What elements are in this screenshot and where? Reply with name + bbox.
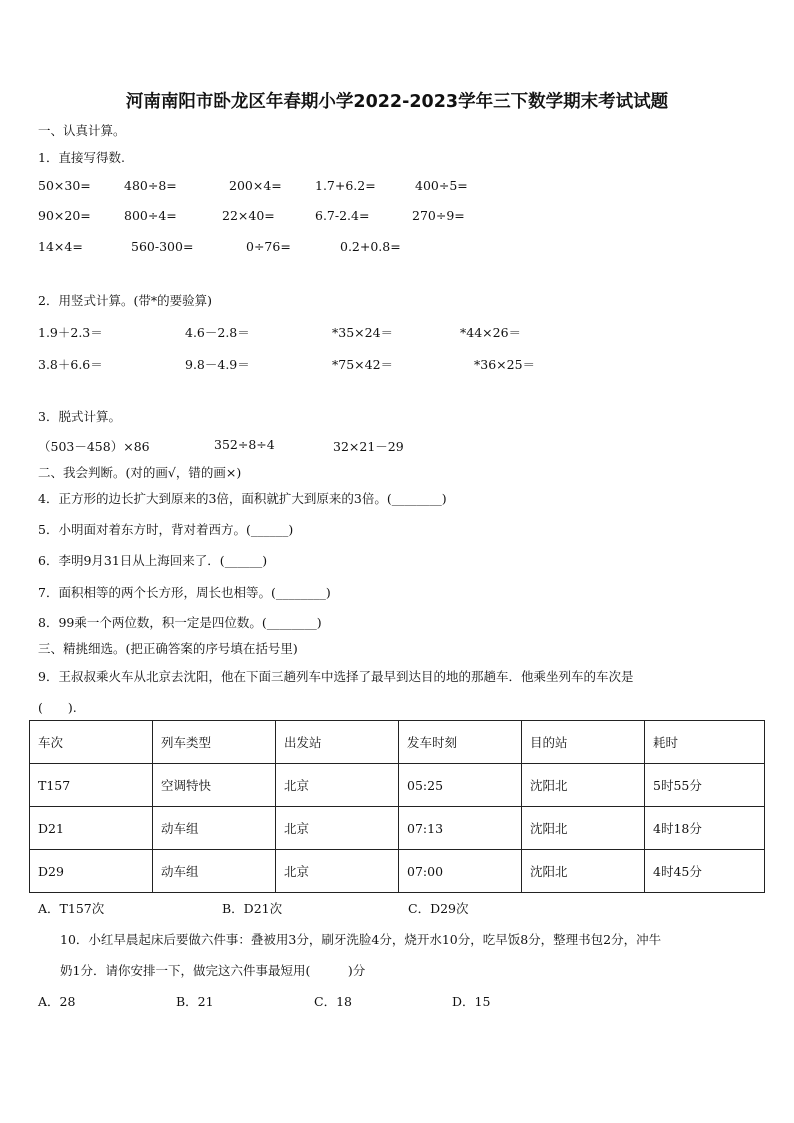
oral-row-2 xyxy=(38,208,764,228)
judge-question-7: 7．面积相等的两个长方形，周长也相等。(________) xyxy=(38,585,331,600)
table-cell: 空调特快 xyxy=(153,764,276,807)
vertical-item: *44×26＝ xyxy=(460,325,522,340)
vertical-item: 4.6－2.8＝ xyxy=(185,325,250,340)
table-cell: D21 xyxy=(30,807,153,850)
vertical-row-2 xyxy=(38,355,764,375)
table-cell: 沈阳北 xyxy=(522,764,645,807)
oral-item: 50×30= xyxy=(38,178,91,193)
oral-item: 200×4= xyxy=(229,178,282,193)
vertical-row-1 xyxy=(38,323,764,343)
oral-row-1 xyxy=(38,178,764,198)
table-cell: 动车组 xyxy=(153,807,276,850)
question-9-text: 9．王叔叔乘火车从北京去沈阳，他在下面三趟列车中选择了最早到达目的地的那趟车．他乘坐列车的车次是 xyxy=(38,669,634,684)
stepwise-item: 352÷8÷4 xyxy=(214,437,275,452)
table-cell: 动车组 xyxy=(153,850,276,893)
oral-item: 6.7-2.4= xyxy=(315,208,370,223)
q9-option-a: A．T157次 xyxy=(38,901,105,916)
section-2-heading: 二、我会判断。(对的画√，错的画×) xyxy=(38,465,242,480)
oral-item: 560-300= xyxy=(131,239,194,254)
q9-option-c: C．D29次 xyxy=(408,901,469,916)
oral-item: 480÷8= xyxy=(124,178,177,193)
table-header: 车次 xyxy=(30,721,153,764)
q9-option-b: B．D21次 xyxy=(222,901,283,916)
table-cell: 07:00 xyxy=(399,850,522,893)
page-title: 河南南阳市卧龙区年春期小学2022-2023学年三下数学期末考试试题 xyxy=(125,92,669,112)
q10-option-d: D．15 xyxy=(452,994,491,1009)
table-cell: D29 xyxy=(30,850,153,893)
section-1-heading: 一、认真计算。 xyxy=(38,123,126,138)
table-cell: 北京 xyxy=(276,850,399,893)
table-header: 发车时刻 xyxy=(399,721,522,764)
table-cell: 4时45分 xyxy=(645,850,765,893)
train-schedule-table xyxy=(29,720,765,893)
vertical-item: 3.8＋6.6＝ xyxy=(38,357,103,372)
vertical-item: *36×25＝ xyxy=(474,357,536,372)
oral-row-3 xyxy=(38,239,764,259)
table-header: 列车类型 xyxy=(153,721,276,764)
table-cell: 沈阳北 xyxy=(522,807,645,850)
table-cell: 沈阳北 xyxy=(522,850,645,893)
judge-question-4: 4．正方形的边长扩大到原来的3倍，面积就扩大到原来的3倍。(________) xyxy=(38,491,447,506)
vertical-item: 1.9＋2.3＝ xyxy=(38,325,103,340)
q10-option-a: A．28 xyxy=(38,994,76,1009)
judge-question-5: 5．小明面对着东方时，背对着西方。(______) xyxy=(38,522,294,537)
q10-option-b: B．21 xyxy=(176,994,214,1009)
question-10-text-cont: 奶1分．请你安排一下，做完这六件事最短用( )分 xyxy=(60,963,366,978)
stepwise-row xyxy=(38,437,764,457)
judge-question-8: 8．99乘一个两位数，积一定是四位数。(________) xyxy=(38,615,322,630)
judge-question-6: 6．李明9月31日从上海回来了．(______) xyxy=(38,553,268,568)
vertical-item: *35×24＝ xyxy=(332,325,394,340)
table-row xyxy=(30,807,765,850)
vertical-item: 9.8－4.9＝ xyxy=(185,357,250,372)
question-2: 2．用竖式计算。(带*的要验算) xyxy=(38,293,212,308)
q10-option-c: C．18 xyxy=(314,994,352,1009)
table-cell: 5时55分 xyxy=(645,764,765,807)
table-cell: 北京 xyxy=(276,807,399,850)
table-header: 耗时 xyxy=(645,721,765,764)
oral-item: 0÷76= xyxy=(246,239,291,254)
oral-item: 22×40= xyxy=(222,208,275,223)
table-cell: T157 xyxy=(30,764,153,807)
table-cell: 05:25 xyxy=(399,764,522,807)
table-row xyxy=(30,764,765,807)
table-header: 目的站 xyxy=(522,721,645,764)
question-3: 3．脱式计算。 xyxy=(38,409,121,424)
question-10-text: 10．小红早晨起床后要做六件事：叠被用3分，刷牙洗脸4分，烧开水10分，吃早饭8分，整理书包2分，冲牛 xyxy=(60,932,662,947)
oral-item: 800÷4= xyxy=(124,208,177,223)
stepwise-item: （503－458）×86 xyxy=(38,439,150,454)
section-3-heading: 三、精挑细选。(把正确答案的序号填在括号里) xyxy=(38,641,298,656)
oral-item: 400÷5= xyxy=(415,178,468,193)
table-cell: 4时18分 xyxy=(645,807,765,850)
table-cell: 07:13 xyxy=(399,807,522,850)
table-cell: 北京 xyxy=(276,764,399,807)
question-9-answer-paren: ( ). xyxy=(38,700,77,715)
oral-item: 90×20= xyxy=(38,208,91,223)
table-header: 出发站 xyxy=(276,721,399,764)
vertical-item: *75×42＝ xyxy=(332,357,394,372)
question-1: 1．直接写得数. xyxy=(38,150,125,165)
table-row xyxy=(30,850,765,893)
oral-item: 270÷9= xyxy=(412,208,465,223)
table-header-row xyxy=(30,721,765,764)
stepwise-item: 32×21－29 xyxy=(333,439,404,454)
oral-item: 0.2+0.8= xyxy=(340,239,401,254)
oral-item: 1.7+6.2= xyxy=(315,178,376,193)
oral-item: 14×4= xyxy=(38,239,83,254)
